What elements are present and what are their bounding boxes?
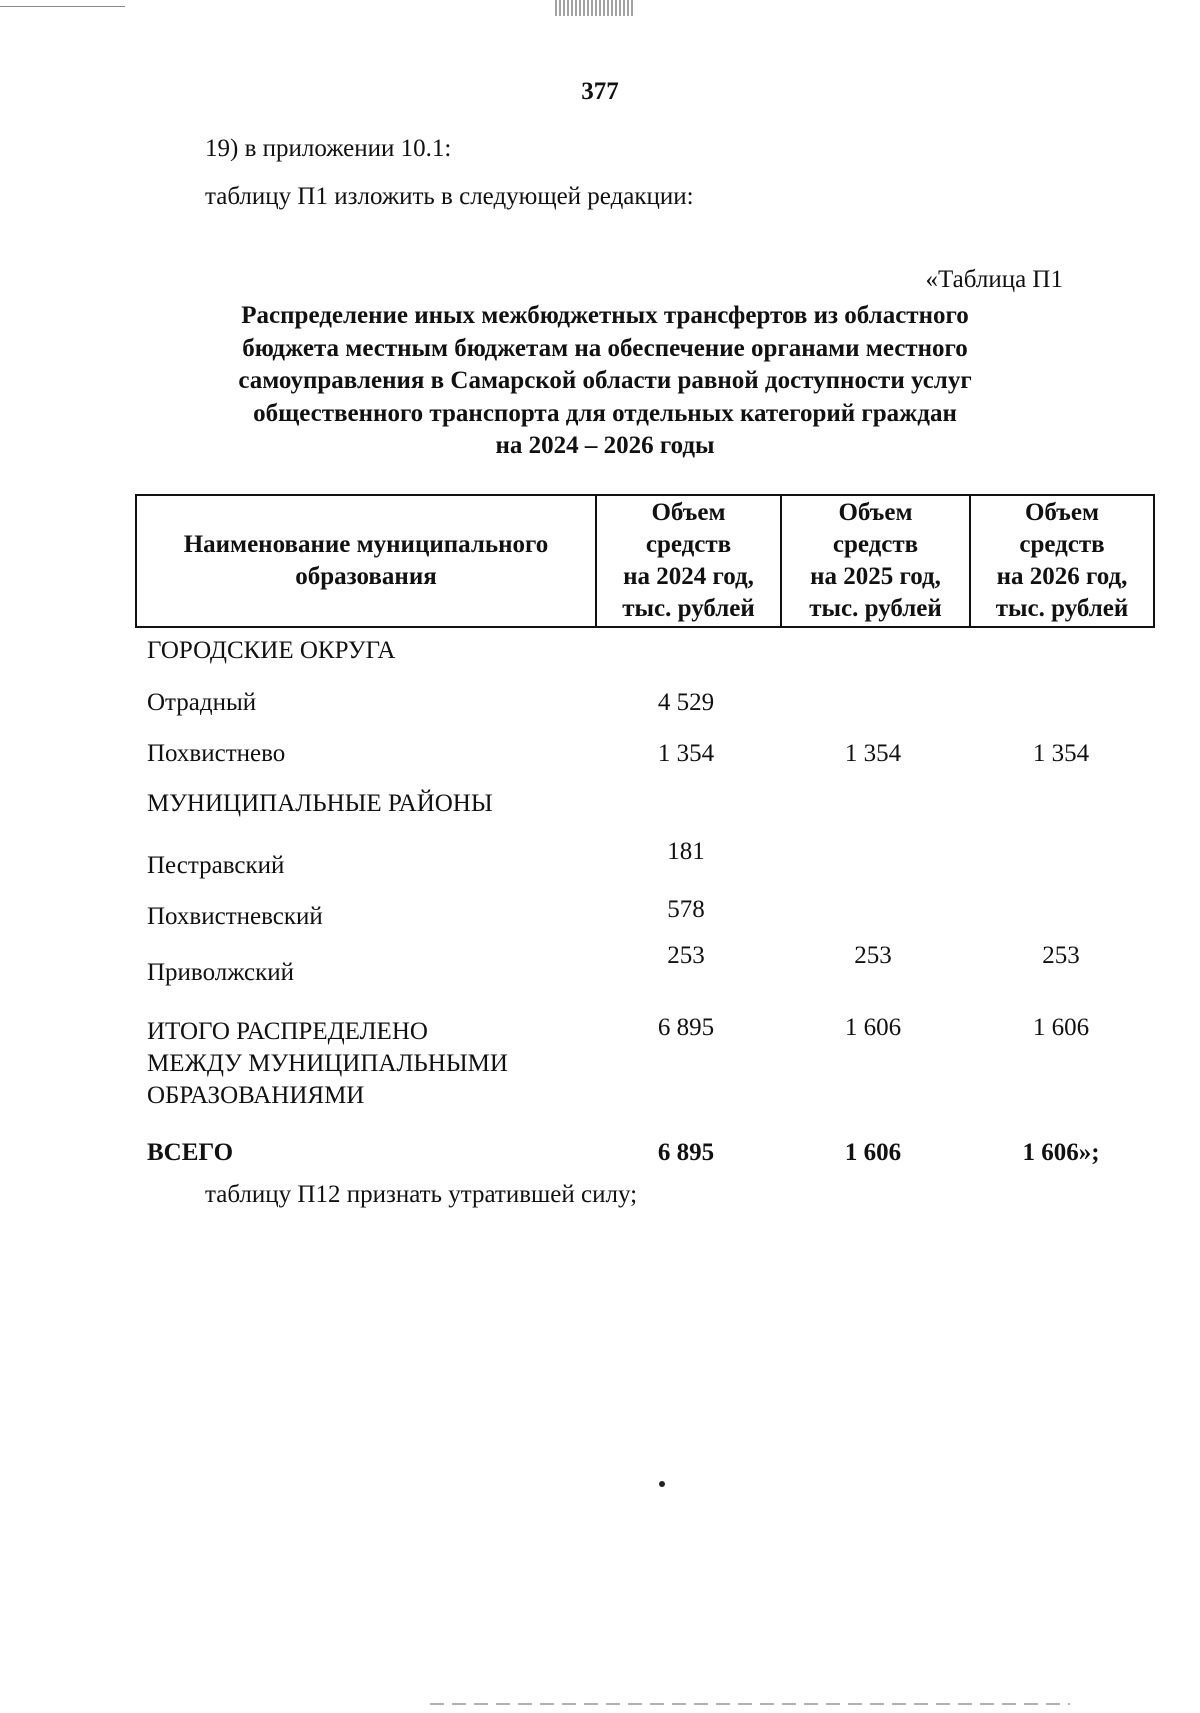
outro-line: таблицу П12 признать утратившей силу; (205, 1181, 638, 1208)
value-2024: 181 (667, 838, 705, 865)
header-volume-2025: Объем средств на 2025 год, тыс. рублей (781, 495, 970, 627)
municipality-name: Похвистневский (147, 903, 323, 930)
value-2025: 1 354 (844, 740, 902, 767)
table-header (135, 494, 1155, 628)
header-volume-2024: Объем средств на 2024 год, тыс. рублей (596, 495, 781, 627)
title-line: на 2024 – 2026 годы (495, 432, 715, 459)
municipality-name: Похвистнево (147, 740, 286, 767)
title-line: общественного транспорта для отдельных категорий граждан (253, 399, 957, 427)
header-municipality: Наименование муниципального образования (136, 495, 596, 627)
scan-artifact-top-smudge (555, 0, 635, 16)
value-2025: 1 606 (844, 1139, 902, 1166)
title-line: самоуправления в Самарской области равной доступности услуг (238, 367, 972, 394)
title-line: Распределение иных межбюджетных трансфертов из областного (241, 302, 969, 329)
scan-artifact-bottom-line (430, 1703, 1070, 1705)
value-2026: 253 (1042, 942, 1080, 969)
intro-line-1: 19) в приложении 10.1: (205, 135, 452, 162)
section-heading-urban-districts: ГОРОДСКИЕ ОКРУГА (147, 637, 396, 664)
table-label: «Таблица П1 (925, 266, 1063, 293)
value-2024: 1 354 (657, 740, 715, 767)
municipality-name: Приволжский (147, 959, 295, 986)
scan-artifact-dot (659, 1481, 665, 1487)
value-2024: 253 (667, 942, 705, 969)
municipality-name: Пестравский (147, 852, 285, 879)
value-2025: 1 606 (844, 1014, 902, 1041)
municipality-name: Отрадный (147, 689, 257, 716)
value-2025: 253 (854, 942, 892, 969)
scan-artifact-top-line (0, 6, 125, 7)
table-title (150, 300, 1060, 463)
value-2024: 4 529 (657, 689, 715, 716)
value-2024: 6 895 (657, 1139, 715, 1166)
header-volume-2026: Объем средств на 2026 год, тыс. рублей (970, 495, 1154, 627)
subtotal-label: ИТОГО РАСПРЕДЕЛЕНО МЕЖДУ МУНИЦИПАЛЬНЫМИ ОБРАЗОВАНИЯМИ (147, 1018, 508, 1109)
page-number: 377 (581, 78, 619, 105)
value-2026: 1 606 (1032, 1014, 1090, 1041)
value-2026: 1 606»; (1022, 1139, 1100, 1166)
title-line: бюджета местным бюджетам на обеспечение органами местного (242, 334, 968, 362)
value-2024: 578 (667, 896, 705, 923)
value-2024: 6 895 (657, 1014, 715, 1041)
total-label: ВСЕГО (147, 1139, 234, 1166)
value-2026: 1 354 (1032, 740, 1090, 767)
section-heading-municipal-districts: МУНИЦИПАЛЬНЫЕ РАЙОНЫ (147, 790, 493, 817)
intro-line-2: таблицу П1 изложить в следующей редакции: (205, 183, 694, 210)
